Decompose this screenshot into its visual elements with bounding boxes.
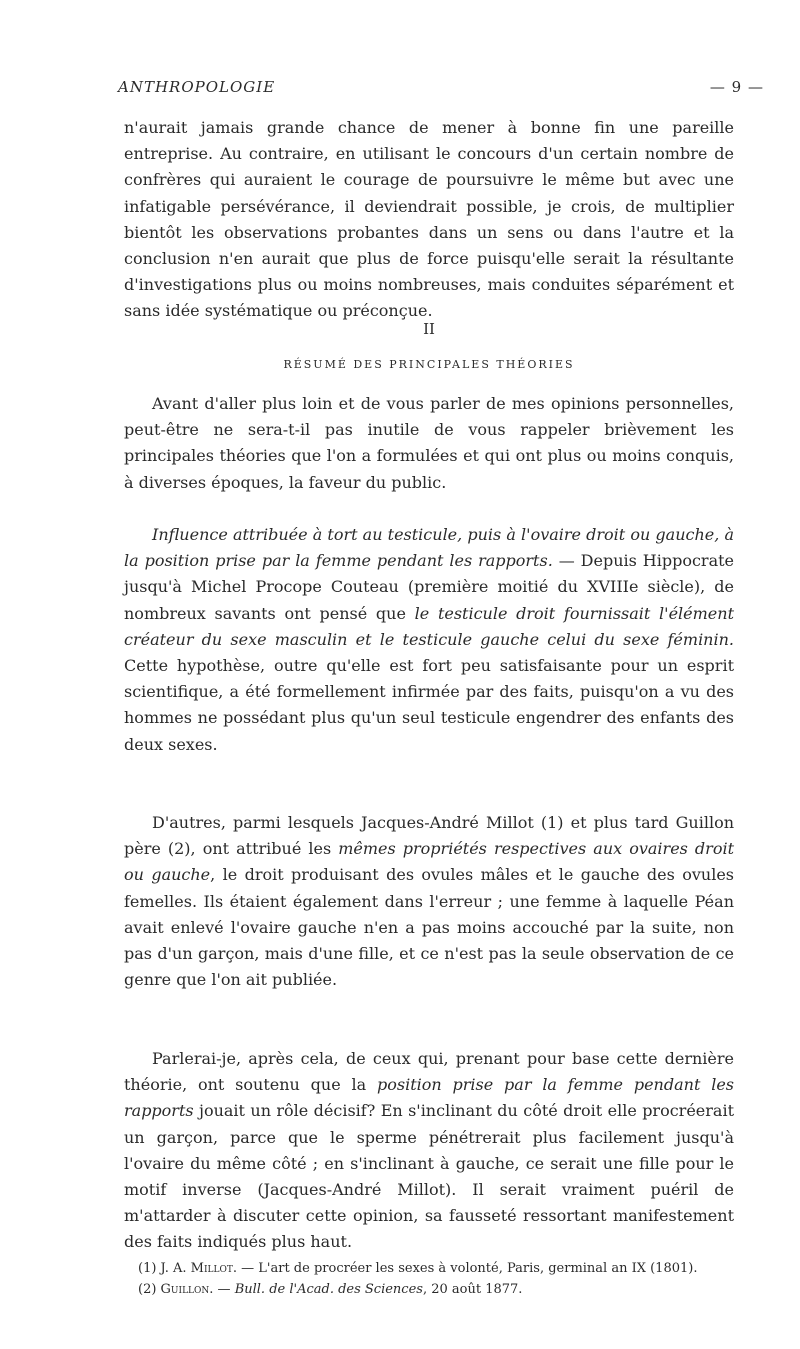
footnote-1 [124,1258,734,1279]
paragraph-text-part: Cette hypothèse, outre qu'elle est fort peu satisfaisante pour un esprit scientifique, a été formellement infirmée par des faits, puisqu'on a vu des hommes ne possédant plus qu'un seul testicule engendrer des enfants des deux sexes. [124,656,734,754]
paragraph-text-part: — Depuis Hippocrate jusqu'à Michel Procope Couteau (première moitié du XVIIIe siècle), de nombreux savants ont pensé que [124,551,735,623]
footnote-text: , 20 août 1877. [422,1282,523,1297]
footnote-2 [124,1279,734,1300]
footnote-author: Millot. [190,1261,238,1276]
footnotes [124,1258,734,1300]
page-number: — 9 — [709,78,764,96]
section-title: RÉSUMÉ DES PRINCIPALES THÉORIES [283,358,575,371]
paragraph-position [124,1046,734,1256]
paragraph-text: Avant d'aller plus loin et de vous parler de mes opinions personnelles, peut-être ne sera-t-il pas inutile de vous rappeler brièvement les principales théories que l'on a formulées et qui ont plus ou moins conquis, à diverses époques, la faveur du public. [124,394,734,492]
footnote-text: — L'art de procréer les sexes à volonté, Paris, germinal an IX (1801). [237,1261,698,1276]
footnote-author: Guillon. [160,1282,214,1297]
paragraph-text [124,522,734,758]
paragraph-emphasis: le testicule droit fournissait l'élément créateur du sexe masculin et le testicule gauche celui du sexe féminin. [124,603,735,649]
paragraph-text [124,1046,734,1256]
paragraph-emphasis: mêmes propriétés respectives aux ovaires droit ou gauche [124,839,735,885]
paragraph-text-part: Parlerai-je, après cela, de ceux qui, prenant pour base cette dernière théorie, ont soutenu que la [124,1049,734,1095]
paragraph-text-part: jouait un rôle décisif? En s'inclinant du côté droit elle procréerait un garçon, parce que le sperme pénétrerait plus facilement jusqu'à l'ovaire du même côté ; en s'inclinant à gauche, ce serait une fille pour le motif inverse (Jacques-André Millot). Il serait vraiment puéril de m'attarder à discuter cette opinion, sa fausseté ressortant manifestement des faits indiqués plus haut. [124,1101,734,1252]
footnote-marker: (1) J. A. [138,1261,191,1276]
paragraph-heading: Influence attribuée à tort au testicule, puis à l'ovaire droit ou gauche, à la position prise par la femme pendant les rapports. [124,525,734,571]
paragraph-influence [124,522,734,758]
running-head [118,78,764,98]
running-title: ANTHROPOLOGIE [118,78,276,96]
footnote-journal: Bull. de l'Acad. des Sciences [234,1282,423,1297]
paragraph-text: n'aurait jamais grande chance de mener à bonne fin une pareille entreprise. Au contraire, en utilisant le concours d'un certain nombre de confrères qui auraient le courage de poursuivre le même but avec une infatigable persévérance, il deviendrait possible, je crois, de multiplier bientôt les observations probantes dans un sens ou dans l'autre et la conclusion n'en aurait que plus de force puisqu'elle serait la résultante d'investigations plus ou moins nombreuses, mais conduites séparément et sans idée systématique ou préconçue. [124,118,734,321]
paragraph-text-part: , le droit produisant des ovules mâles et le gauche des ovules femelles. Ils étaient également dans l'erreur ; une femme à laquelle Péan avait enlevé l'ovaire gauche n'en a pas moins accouché par la suite, non pas d'un garçon, mais d'une fille, et ce n'est pas la seule observation de ce genre que l'on ait publiée. [124,865,735,990]
paragraph-ovaries [124,810,734,993]
paragraph-text-part: D'autres, parmi lesquels Jacques-André Millot (1) et plus tard Guillon père (2), ont attribué les [124,813,734,859]
paragraph-emphasis: position prise par la femme pendant les rapports [124,1075,734,1121]
footnote-marker: (2) [138,1282,161,1297]
footnote-text: — [213,1282,235,1297]
paragraph-continuation [124,115,734,325]
paragraph-intro [124,391,734,496]
paragraph-text [124,810,734,993]
section-number: II [423,320,435,338]
